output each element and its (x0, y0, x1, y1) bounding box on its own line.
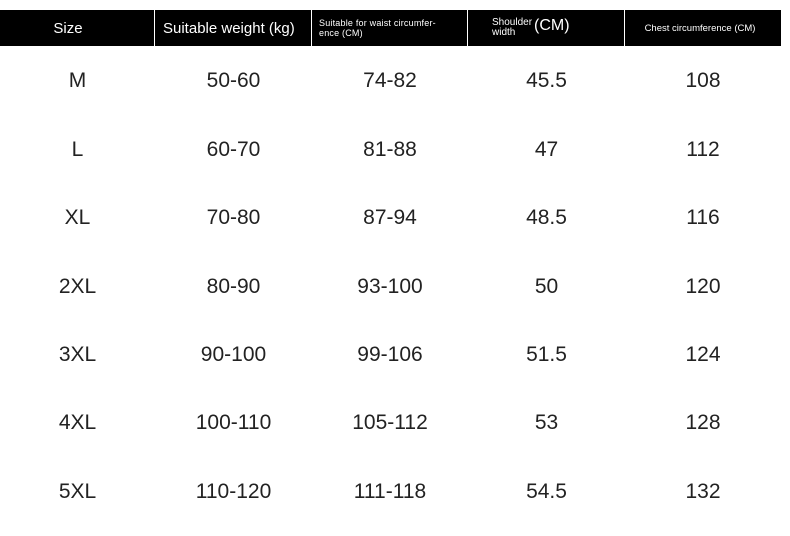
cell-waist: 74-82 (363, 69, 417, 92)
table-row (0, 403, 781, 443)
cell-weight: 100-110 (195, 411, 272, 434)
cell-shoulder: 53 (534, 411, 559, 434)
cell-size: 5XL (58, 480, 97, 503)
cell-waist: 87-94 (363, 206, 417, 229)
table-row (0, 130, 781, 170)
cell-shoulder: 54.5 (526, 480, 567, 503)
header-waist-line1: Suitable for waist circumfer- (319, 18, 436, 28)
table-row (0, 472, 781, 512)
cell-size: XL (64, 206, 91, 229)
cell-size: 3XL (58, 343, 97, 366)
cell-chest: 120 (685, 275, 721, 298)
cell-size: 2XL (58, 275, 97, 298)
cell-waist: 81-88 (363, 138, 417, 161)
table-row (0, 61, 781, 101)
cell-chest: 132 (685, 480, 721, 503)
cell-shoulder: 45.5 (526, 69, 567, 92)
cell-chest: 124 (685, 343, 721, 366)
cell-weight: 50-60 (206, 69, 261, 92)
table-row (0, 267, 781, 307)
header-shoulder-label: Shoulder width (492, 17, 533, 38)
header-weight: Suitable weight (kg) (155, 10, 312, 46)
cell-size: 4XL (58, 411, 97, 434)
cell-chest: 112 (686, 138, 720, 161)
cell-shoulder: 51.5 (526, 343, 567, 366)
cell-weight: 60-70 (206, 138, 261, 161)
cell-waist: 93-100 (357, 275, 423, 298)
header-waist (312, 10, 468, 46)
cell-waist: 111-118 (353, 480, 427, 503)
cell-weight: 70-80 (206, 206, 261, 229)
cell-waist: 105-112 (352, 411, 428, 434)
header-shoulder (468, 10, 625, 46)
cell-shoulder: 50 (534, 275, 559, 298)
header-chest: Chest circumference (CM) (644, 22, 756, 34)
cell-shoulder: 48.5 (526, 206, 567, 229)
table-row (0, 335, 781, 375)
cell-chest: 116 (686, 206, 720, 229)
cell-chest: 108 (685, 69, 721, 92)
table-row (0, 198, 781, 238)
cell-weight: 80-90 (206, 275, 261, 298)
header-waist-line2: ence (CM) (319, 28, 363, 38)
header-size: Size (0, 10, 155, 46)
cell-weight: 90-100 (200, 343, 267, 366)
cell-waist: 99-106 (357, 343, 423, 366)
cell-chest: 128 (685, 411, 721, 434)
table-header-row (0, 10, 781, 46)
cell-size: L (71, 138, 84, 161)
cell-shoulder: 47 (534, 138, 559, 161)
cell-weight: 110-120 (195, 480, 272, 503)
cell-size: M (68, 69, 87, 92)
header-shoulder-unit: (CM) (534, 17, 570, 34)
